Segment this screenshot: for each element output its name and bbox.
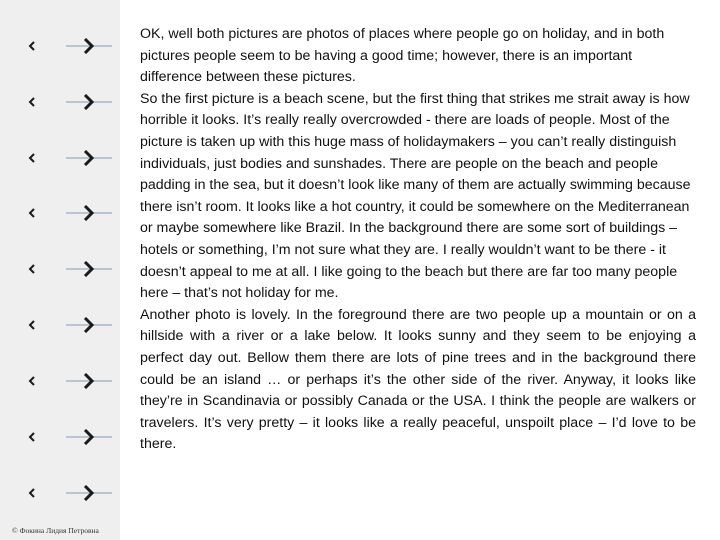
binder-ring <box>28 259 98 279</box>
binder-ring-icon <box>82 261 96 277</box>
binder-ring-icon <box>28 320 36 330</box>
binder-ring-icon <box>28 41 36 51</box>
essay-text <box>140 24 696 456</box>
binder-ring-icon <box>82 38 96 54</box>
binder-ring-icon <box>28 376 36 386</box>
binder-ring <box>28 36 98 56</box>
binder-ring-icon <box>28 488 36 498</box>
binder-ring <box>28 203 98 223</box>
paragraph-beach: So the first picture is a beach scene, but the first thing that strikes me strait away is how horrible it looks. It’s really really overcrowded - there are loads of people. Most of the picture is taken up with this huge mass of holidaymakers – you can’t really distinguish individuals, just bodies and sunshades. There are people on the beach and people padding in the sea, but it doesn’t look like many of them are actually swimming because there isn’t room. It looks like a hot country, it could be somewhere on the Mediterranean or maybe somewhere like Brazil. In the background there are some sort of buildings – hotels or something, I’m not sure what they are. I really wouldn’t want to be there - it doesn’t appeal to me at all. I like going to the beach but there are far too many people here – that’s not holiday for me. <box>140 90 691 302</box>
binder-ring-icon <box>28 432 36 442</box>
binder-ring <box>28 483 98 503</box>
paragraph-intro: OK, well both pictures are photos of places where people go on holiday, and in both pictures people seem to be having a good time; however, there is an important difference between these pictures. <box>140 26 665 86</box>
binder-ring <box>28 371 98 391</box>
binder-strip <box>0 0 120 540</box>
paragraph-mountain: Another photo is lovely. In the foreground there are two people up a mountain or on a hillside with a river or a lake below. It looks sunny and they seem to be enjoying a perfect day out. Bellow them there are lots of pine trees and in the background there could be an island … or perhaps it’s the other side of the river. Anyway, it looks like they’re in Scandinavia or possibly Canada or the USA. I think the people are walkers or travelers. It’s very pretty – it looks like a really peaceful, unspoilt place – I’d love to be there. <box>140 306 696 453</box>
binder-ring-icon <box>28 153 36 163</box>
binder-ring <box>28 92 98 112</box>
binder-ring-icon <box>82 94 96 110</box>
binder-ring-icon <box>28 264 36 274</box>
binder-ring-icon <box>82 429 96 445</box>
binder-ring-icon <box>82 317 96 333</box>
binder-ring-icon <box>82 150 96 166</box>
binder-ring-icon <box>82 205 96 221</box>
binder-ring <box>28 148 98 168</box>
copyright-note: © Фокина Лидия Петровна <box>12 526 99 535</box>
binder-ring-icon <box>28 208 36 218</box>
notebook-page <box>120 0 720 540</box>
binder-ring-icon <box>28 97 36 107</box>
binder-ring <box>28 427 98 447</box>
binder-ring <box>28 315 98 335</box>
binder-ring-icon <box>82 485 96 501</box>
binder-ring-icon <box>82 373 96 389</box>
